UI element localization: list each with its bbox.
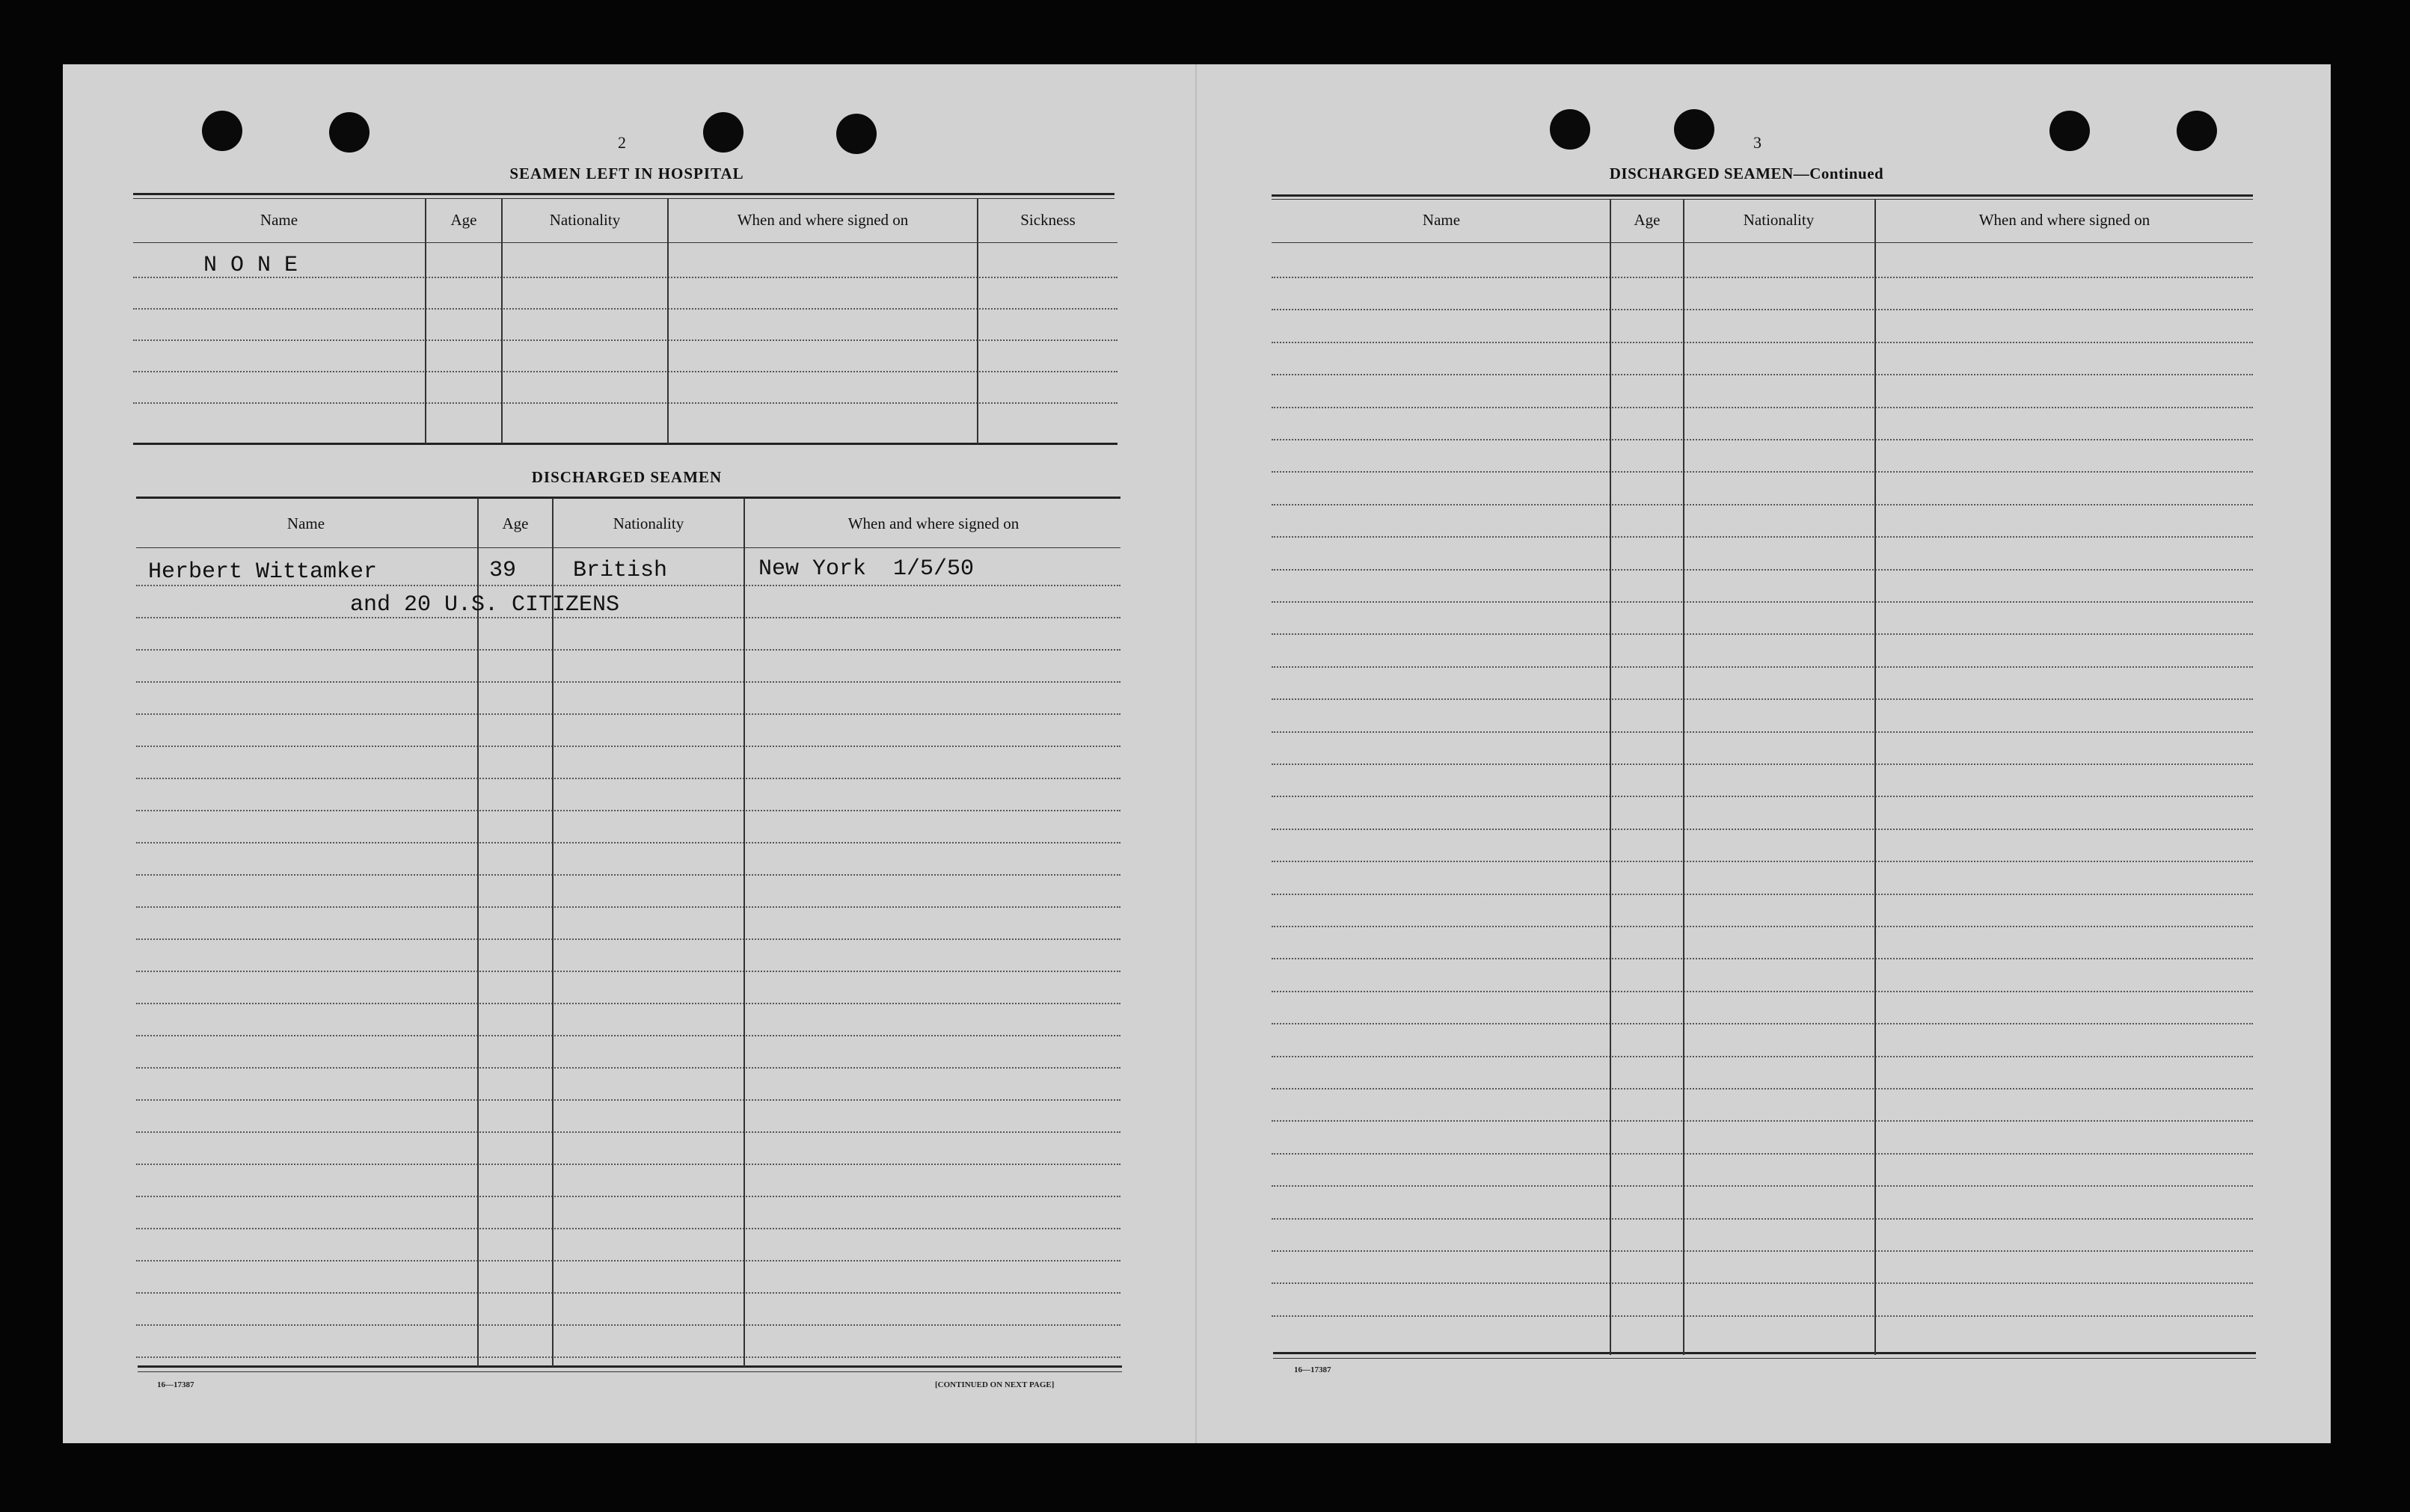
row-line [1272, 1185, 2253, 1187]
row-line [136, 971, 1120, 972]
row-line [136, 617, 1120, 618]
discharged-col-divider [552, 498, 554, 1367]
row-line [1272, 861, 2253, 862]
row-line [1272, 569, 2253, 571]
page-number-right: 3 [1753, 133, 1761, 152]
right-col-nationality: Nationality [1743, 211, 1815, 229]
row-line [136, 1356, 1120, 1358]
page-number-left: 2 [618, 133, 626, 152]
right-top-rule [1272, 194, 2253, 197]
row-line [1272, 342, 2253, 343]
discharged-continued-title: DISCHARGED SEAMEN—Continued [1609, 165, 1884, 182]
right-col-divider [1874, 199, 1876, 1355]
punch-hole [202, 111, 242, 151]
document-sheet [63, 64, 2331, 1443]
hospital-row-line [133, 402, 1117, 404]
row-line [1272, 407, 2253, 408]
row-line [1272, 796, 2253, 797]
row-line [1272, 633, 2253, 635]
discharged-top-rule [136, 497, 1120, 499]
punch-hole [329, 112, 370, 153]
hospital-col-nationality: Nationality [549, 211, 621, 229]
row-line [136, 938, 1120, 940]
row-line [136, 1067, 1120, 1069]
punch-hole [703, 112, 743, 153]
row-line [1272, 991, 2253, 992]
hospital-row-line [133, 339, 1117, 341]
row-line [136, 713, 1120, 715]
row-line [1272, 1282, 2253, 1284]
discharged-col-name: Name [286, 514, 325, 532]
hospital-section-title: SEAMEN LEFT IN HOSPITAL [509, 165, 744, 182]
row-line [136, 681, 1120, 683]
row-line [1272, 1153, 2253, 1155]
discharged-row-nationality: British [573, 558, 668, 583]
hospital-col-divider [425, 199, 426, 444]
row-line [136, 1131, 1120, 1133]
row-line [136, 1260, 1120, 1261]
right-header-rule [1272, 242, 2253, 243]
row-line [136, 1164, 1120, 1165]
row-line [1272, 374, 2253, 375]
row-line [136, 746, 1120, 747]
form-number-left: 16—17387 [157, 1380, 194, 1389]
form-number-right: 16—17387 [1294, 1365, 1331, 1374]
hospital-col-divider [667, 199, 669, 444]
row-line [136, 1035, 1120, 1036]
row-line [1272, 1056, 2253, 1057]
discharged-row-age: 39 [489, 558, 517, 583]
row-line [136, 649, 1120, 651]
row-line [136, 1003, 1120, 1004]
right-col-divider [1683, 199, 1684, 1355]
right-col-divider [1610, 199, 1611, 1355]
right-bottom-rule [1273, 1352, 2256, 1354]
discharged-row-signed-on: New York 1/5/50 [758, 556, 975, 582]
row-line [1272, 439, 2253, 440]
row-line [136, 778, 1120, 779]
right-bottom-rule-2 [1273, 1358, 2256, 1359]
discharged-bottom-rule-2 [138, 1371, 1122, 1372]
row-line [1272, 1218, 2253, 1220]
right-top-rule-2 [1272, 199, 2253, 200]
hospital-col-name: Name [260, 211, 298, 229]
row-line [1272, 829, 2253, 830]
hospital-col-divider [501, 199, 503, 444]
discharged-col-divider [743, 498, 745, 1367]
discharged-header-rule [136, 547, 1120, 548]
hospital-col-signed-on: When and where signed on [737, 211, 909, 229]
hospital-col-sickness: Sickness [1020, 211, 1076, 229]
right-col-signed-on: When and where signed on [1978, 211, 2150, 229]
row-line [136, 906, 1120, 908]
row-line [1272, 1023, 2253, 1024]
hospital-col-divider [977, 199, 978, 444]
row-line [1272, 894, 2253, 895]
row-line [1272, 698, 2253, 700]
discharged-row-name: Herbert Wittamker [148, 559, 378, 585]
discharged-note: and 20 U.S. CITIZENS [350, 592, 620, 618]
row-line [1272, 1120, 2253, 1122]
continued-note: [CONTINUED ON NEXT PAGE] [935, 1380, 1055, 1389]
discharged-col-nationality: Nationality [613, 514, 684, 532]
row-line [136, 1324, 1120, 1326]
row-line [136, 874, 1120, 876]
row-line [1272, 601, 2253, 603]
punch-hole [1674, 109, 1714, 150]
hospital-row-line [133, 308, 1117, 310]
hospital-col-age: Age [450, 211, 477, 229]
hospital-top-rule-2 [133, 198, 1114, 199]
hospital-header-rule [133, 242, 1117, 243]
row-line [1272, 1315, 2253, 1317]
row-line [1272, 666, 2253, 668]
row-line [136, 842, 1120, 843]
row-line [1272, 958, 2253, 959]
row-line [1272, 309, 2253, 310]
row-line [136, 585, 1120, 586]
row-line [1272, 926, 2253, 927]
punch-hole [2049, 111, 2090, 151]
discharged-col-age: Age [502, 514, 529, 532]
hospital-bottom-rule [133, 443, 1117, 445]
row-line [1272, 731, 2253, 733]
hospital-top-rule [133, 193, 1114, 195]
row-line [1272, 763, 2253, 765]
row-line [136, 1228, 1120, 1229]
hospital-row-line [133, 371, 1117, 372]
right-col-name: Name [1422, 211, 1461, 229]
punch-hole [2177, 111, 2217, 151]
punch-hole [836, 114, 877, 154]
discharged-bottom-rule [138, 1365, 1122, 1368]
row-line [1272, 536, 2253, 538]
row-line [136, 1099, 1120, 1101]
discharged-col-signed-on: When and where signed on [847, 514, 1020, 532]
discharged-section-title: DISCHARGED SEAMEN [531, 468, 723, 486]
hospital-none-entry: N O N E [203, 253, 298, 278]
page-fold [1195, 64, 1197, 1443]
row-line [1272, 504, 2253, 505]
row-line [136, 1196, 1120, 1197]
row-line [1272, 1088, 2253, 1090]
row-line [136, 1292, 1120, 1294]
right-col-age: Age [1634, 211, 1661, 229]
row-line [1272, 471, 2253, 473]
row-line [1272, 1250, 2253, 1252]
row-line [1272, 277, 2253, 278]
punch-hole [1550, 109, 1590, 150]
discharged-col-divider [477, 498, 479, 1367]
row-line [136, 810, 1120, 811]
